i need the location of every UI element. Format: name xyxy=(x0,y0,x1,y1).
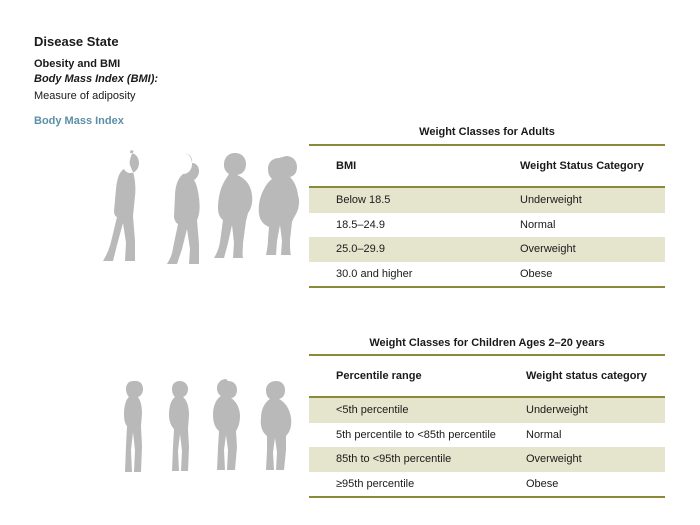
percentile-cell: 85th to <95th percentile xyxy=(336,453,452,466)
child-silhouettes-illustration xyxy=(118,378,298,476)
category-cell: Obese xyxy=(520,267,553,280)
table-row xyxy=(309,472,665,497)
bmi-cell: 18.5–24.9 xyxy=(336,218,385,231)
adult-weight-table xyxy=(309,124,665,288)
category-cell: Underweight xyxy=(520,194,582,207)
category-cell: Overweight xyxy=(520,243,576,256)
table-row xyxy=(309,237,665,262)
category-cell: Normal xyxy=(526,428,562,441)
category-cell: Normal xyxy=(520,218,556,231)
column-header-percentile: Percentile range xyxy=(336,370,422,382)
table-header-row xyxy=(309,356,665,398)
percentile-cell: ≥95th percentile xyxy=(336,477,415,490)
percentile-cell: <5th percentile xyxy=(336,404,409,417)
column-header-category: Weight Status Category xyxy=(520,160,644,172)
table-row xyxy=(309,423,665,448)
bmi-label: Body Mass Index (BMI): xyxy=(34,73,159,85)
table-row xyxy=(309,188,665,213)
child-silhouette-underweight xyxy=(124,381,143,472)
children-weight-table xyxy=(309,335,665,498)
adult-table-title: Weight Classes for Adults xyxy=(419,126,555,138)
category-cell: Obese xyxy=(526,477,559,490)
bmi-description: Measure of adiposity xyxy=(34,90,136,102)
section-subtitle: Obesity and BMI xyxy=(34,58,121,70)
bmi-cell: 30.0 and higher xyxy=(336,267,413,280)
bmi-cell: 25.0–29.9 xyxy=(336,243,385,256)
adult-silhouette-underweight xyxy=(103,150,139,261)
table-row xyxy=(309,213,665,238)
adult-silhouette-normal xyxy=(167,153,200,264)
table-row xyxy=(309,262,665,287)
table-row xyxy=(309,447,665,472)
column-header-category: Weight status category xyxy=(526,370,647,382)
column-header-bmi: BMI xyxy=(336,160,357,172)
category-cell: Overweight xyxy=(526,453,582,466)
bmi-cell: Below 18.5 xyxy=(336,194,391,207)
page-title: Disease State xyxy=(34,34,119,49)
children-table-title: Weight Classes for Children Ages 2–20 years xyxy=(369,337,605,349)
bmi-section-link[interactable]: Body Mass Index xyxy=(34,115,124,127)
child-silhouette-normal xyxy=(169,381,189,471)
child-silhouette-obese xyxy=(261,381,292,470)
adult-silhouette-obese xyxy=(259,156,299,255)
percentile-cell: 5th percentile to <85th percentile xyxy=(336,428,496,441)
category-cell: Underweight xyxy=(526,404,588,417)
table-row xyxy=(309,398,665,423)
table-header-row xyxy=(309,146,665,188)
adult-silhouette-overweight xyxy=(214,153,252,258)
child-silhouette-overweight xyxy=(213,379,240,470)
adult-silhouettes-illustration xyxy=(100,150,300,275)
